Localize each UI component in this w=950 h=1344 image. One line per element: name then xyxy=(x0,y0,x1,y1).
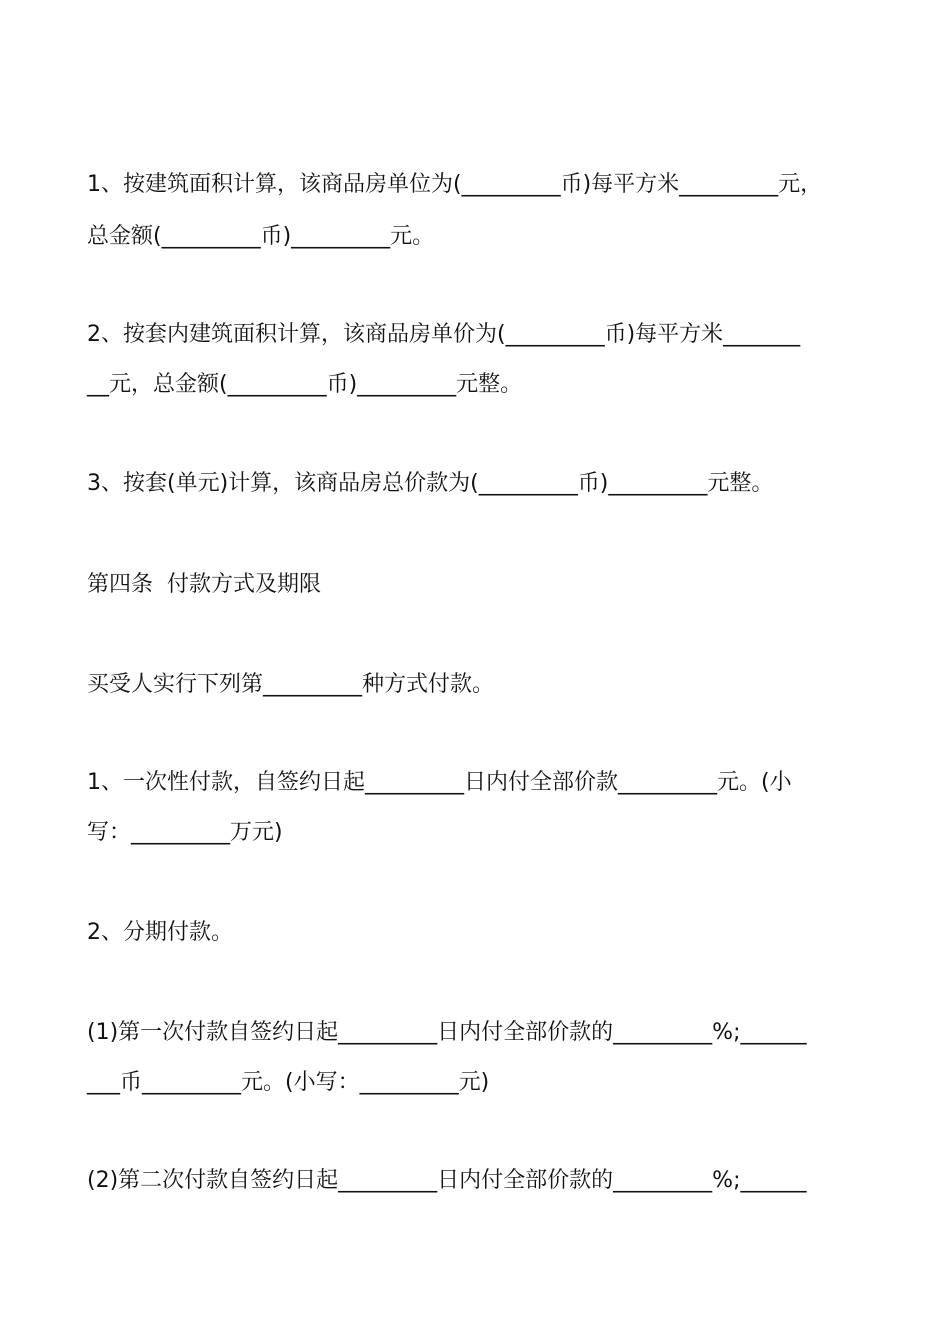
installment-1-line-1: (1)第一次付款自签约日起_________日内付全部价款的_________%;______ xyxy=(87,1020,807,1045)
clause-3-line-1: 3、按套(单元)计算，该商品房总价款为(_________币)_________元整。 xyxy=(87,471,774,496)
payment-method-line: 买受人实行下列第_________种方式付款。 xyxy=(87,672,495,697)
clause-1-line-2: 总金额(_________币)_________元。 xyxy=(87,224,435,249)
section-heading: 第四条 付款方式及期限 xyxy=(87,572,321,597)
installment-heading: 2、分期付款。 xyxy=(87,920,233,945)
lump-sum-line-2: 写：_________万元) xyxy=(87,820,283,845)
clause-1-line-1: 1、按建筑面积计算，该商品房单位为(_________币)每平方米_________元， xyxy=(87,172,823,197)
clause-2-line-1: 2、按套内建筑面积计算，该商品房单价为(_________币)每平方米_______ xyxy=(87,322,801,347)
lump-sum-line-1: 1、一次性付款，自签约日起_________日内付全部价款_________元。(小 xyxy=(87,770,792,795)
clause-2-line-2: __元，总金额(_________币)_________元整。 xyxy=(87,372,523,397)
installment-1-line-2: ___币_________元。(小写：_________元) xyxy=(87,1070,490,1095)
installment-2-line-1: (2)第二次付款自签约日起_________日内付全部价款的_________%;______ xyxy=(87,1168,807,1193)
